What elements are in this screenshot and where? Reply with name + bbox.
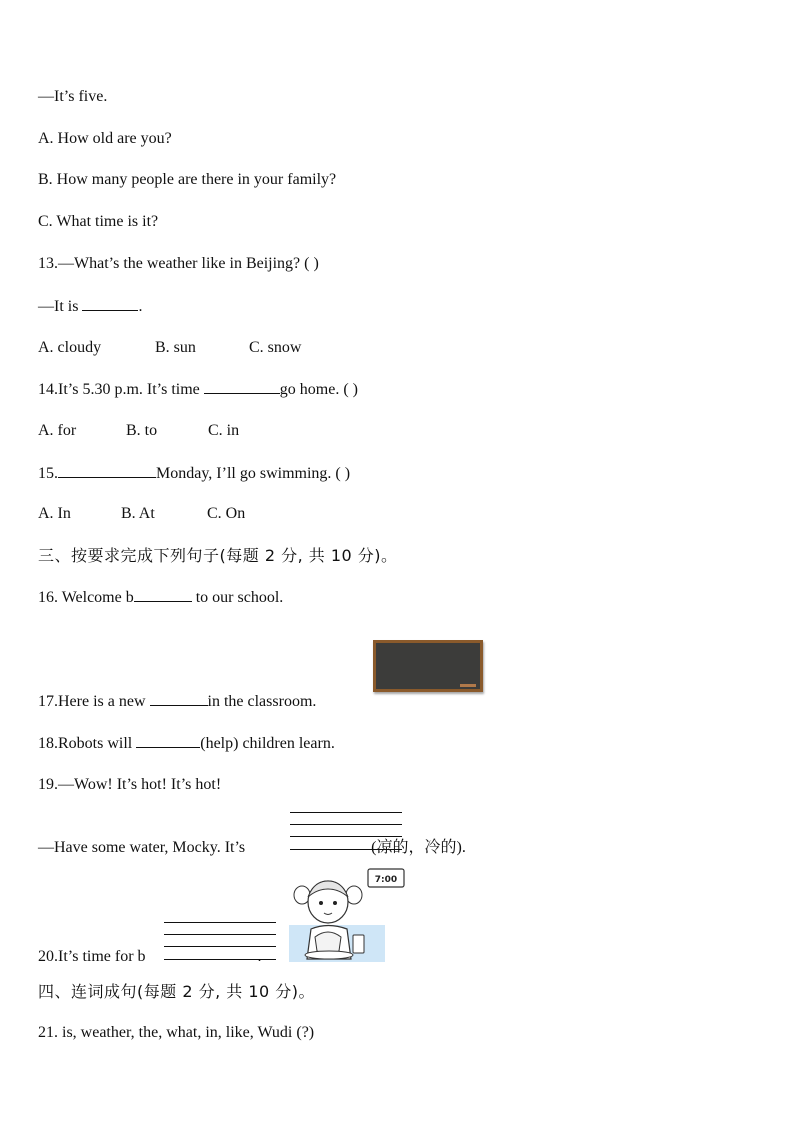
prompt-before: 14.It’s 5.30 p.m. It’s time	[38, 381, 200, 398]
question-13-prompt: 13.—What’s the weather like in Beijing? ( )	[38, 255, 319, 272]
option-a: A. cloudy	[38, 339, 102, 356]
question-13-answer	[38, 296, 142, 317]
question-17	[38, 691, 316, 712]
option-a: A. for	[38, 422, 77, 439]
option-c: C. On	[207, 505, 246, 522]
question-13-options	[38, 338, 301, 358]
answer-blank[interactable]	[58, 463, 156, 478]
option-b: B. sun	[155, 339, 196, 356]
option-b-q12: B. How many people are there in your family?	[38, 171, 337, 188]
question-15-options	[38, 504, 245, 524]
option-b: B. At	[121, 505, 155, 522]
prompt-before: 20.It’s time for b	[38, 948, 146, 965]
question-18	[38, 733, 335, 754]
prompt-before: 16. Welcome b	[38, 589, 134, 606]
clock-time: 7:00	[374, 875, 398, 885]
prompt-after: in the classroom.	[207, 693, 317, 710]
answer-blank[interactable]	[134, 587, 192, 602]
option-c-q12: C. What time is it?	[38, 213, 159, 230]
option-c: C. snow	[249, 339, 302, 356]
section-3-heading: 三、按要求完成下列句子(每题 2 分, 共 10 分)。	[38, 546, 398, 565]
question-19-line-1: 19.—Wow! It’s hot! It’s hot!	[38, 776, 222, 793]
answer-suffix: .	[138, 298, 143, 315]
answer-blank[interactable]	[204, 379, 280, 394]
question-14-options	[38, 421, 239, 441]
prompt-after: .	[257, 948, 262, 965]
chinese-hint: (凉的，冷的).	[371, 839, 466, 856]
answer-prefix: —It is	[38, 298, 79, 315]
prompt-after: Monday, I’ll go swimming. ( )	[156, 465, 351, 482]
question-15-prompt	[38, 463, 350, 484]
section-4-heading: 四、连词成句(每题 2 分, 共 10 分)。	[38, 982, 316, 1001]
prompt-before: —Have some water, Mocky. It’s	[38, 839, 246, 856]
blackboard-picture	[373, 640, 483, 692]
question-16	[38, 587, 283, 608]
question-21: 21. is, weather, the, what, in, like, Wudi (?)	[38, 1024, 315, 1041]
prompt-before: 18.Robots will	[38, 735, 133, 752]
prompt-after: to our school.	[195, 589, 284, 606]
answer-blank[interactable]	[82, 296, 138, 311]
girl-eating-breakfast-picture	[289, 867, 407, 962]
question-20	[38, 947, 262, 967]
option-a-q12: A. How old are you?	[38, 130, 172, 147]
prompt-before: 17.Here is a new	[38, 693, 146, 710]
answer-blank[interactable]	[150, 691, 208, 706]
question-19-line-2	[38, 838, 466, 858]
option-c: C. in	[208, 422, 240, 439]
question-14-prompt	[38, 379, 358, 400]
answer-line-q12: —It’s five.	[38, 88, 108, 105]
option-b: B. to	[126, 422, 158, 439]
prompt-after: go home. ( )	[279, 381, 358, 398]
prompt-prefix: 15.	[38, 465, 58, 482]
answer-blank[interactable]	[136, 733, 200, 748]
prompt-after: (help) children learn.	[200, 735, 335, 752]
option-a: A. In	[38, 505, 71, 522]
